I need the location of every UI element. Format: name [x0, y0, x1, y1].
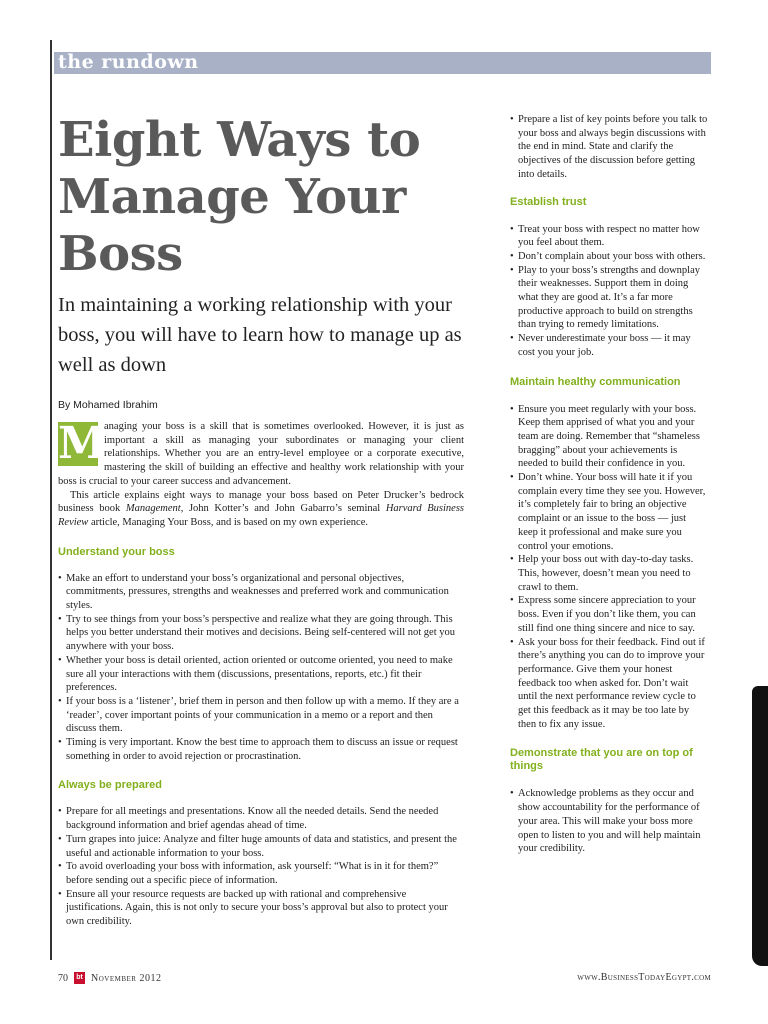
- right-column: [510, 113, 710, 856]
- sources-text: , John Kotter’s and John Gabarro’s seminal: [180, 503, 386, 515]
- page-number: 70: [58, 972, 68, 984]
- bullet-item: • Don’t whine. Your boss will hate it if you complain every time they see you. However, it’s completely fair to bring an objective complaint or an issue to the boss — just keep it professional and make sure you control your emotions.: [510, 471, 710, 553]
- bullet-item: • Whether your boss is detail oriented, action oriented or outcome oriented, you need to make sure all your interactions with them (discussions, presentations, reports, etc.) fit their preferences.: [58, 654, 464, 695]
- bullet-item: • Play to your boss’s strengths and downplay their weaknesses. Support them in doing what they are good at. It’s a far more productive approach to build on strengths than trying to remedy limitations.: [510, 264, 710, 333]
- standfirst: In maintaining a working relationship with your boss, you will have to learn how to manage up as well as down: [58, 294, 462, 376]
- bullet-item: • Make an effort to understand your boss’s organizational and personal objectives, commitments, pressures, strengths and weaknesses and preferred work and communication styles.: [58, 572, 464, 613]
- bullet-item: • Try to see things from your boss’s perspective and realize what they are going through. This helps you better understand their motives and decisions. Being self-centered will not get you anywhere with your boss.: [58, 613, 464, 654]
- bullet-item: • Don’t complain about your boss with others.: [510, 250, 710, 264]
- bullet-item: • Ask your boss for their feedback. Find out if there’s anything you can do to improve your performance. Give them your honest feedback too when asked for. Don’t wait until the next performance review cycle to get this feedback as it may be too late by then to fix any issue.: [510, 636, 710, 732]
- intro-paragraph: [58, 420, 464, 489]
- sources-paragraph: [58, 489, 464, 530]
- bullet-item: • Express some sincere appreciation to your boss. Even if you don’t like them, you can still find one thing sincere and nice to say.: [510, 594, 710, 635]
- section-heading: Demonstrate that you are on top of things: [510, 747, 693, 773]
- bullet-list: [58, 572, 464, 764]
- bullet-list: [510, 113, 710, 182]
- bullet-item: • Acknowledge problems as they occur and show accountability for the performance of your area. This will make your boss more open to listen to you and will help maintain your credibility.: [510, 787, 710, 856]
- section-maintain-healthy-communication: [510, 376, 710, 732]
- bullet-item: • Treat your boss with respect no matter how you feel about them.: [510, 223, 710, 250]
- website-url: www.BusinessTodayEgypt.com: [577, 972, 711, 983]
- section-always-be-prepared: [58, 779, 464, 928]
- bullet-item: • Never underestimate your boss — it may cost you your job.: [510, 332, 710, 359]
- section-demonstrate-on-top-of-things: [510, 747, 710, 856]
- left-margin-rule: [50, 40, 52, 960]
- bullet-item: • Prepare a list of key points before you talk to your boss and always begin discussions with the end in mind. State and clarify the objectives of the discussion before getting into details.: [510, 113, 710, 182]
- page-edge-shadow: [752, 686, 768, 966]
- section-heading: Maintain healthy communication: [510, 375, 681, 388]
- section-label: the rundown: [58, 51, 199, 73]
- sources-text: article, Managing Your Boss, and is based on my own experience.: [88, 516, 368, 528]
- bullet-list: [510, 403, 710, 732]
- drop-cap: M: [58, 418, 107, 469]
- section-banner: [54, 52, 711, 74]
- section-understand-your-boss: [58, 546, 464, 764]
- section-heading: Establish trust: [510, 195, 587, 208]
- bullet-item: • Turn grapes into juice: Analyze and filter huge amounts of data and statistics, and present the useful and actionable information to your boss.: [58, 833, 464, 860]
- bullet-item: • Ensure you meet regularly with your boss. Keep them apprised of what you and your team are doing. Remember that “shameless bragging” about your achievements is needed to build their confidence in you.: [510, 403, 710, 472]
- byline: By Mohamed Ibrahim: [58, 399, 158, 411]
- bullet-item: • Prepare for all meetings and presentations. Know all the needed details. Send the needed background information and brief agendas ahead of time.: [58, 805, 464, 832]
- journal-title: Harvard Business Review: [58, 503, 465, 528]
- section-heading: Understand your boss: [58, 545, 175, 558]
- bullet-item: • To avoid overloading your boss with information, ask yourself: “What is in it for them?” before sending out a specific piece of information.: [58, 860, 464, 887]
- bullet-item: • Ensure all your resource requests are backed up with rational and comprehensive justifications. Again, this is not only to secure your boss’s approval but also to protect your own credibility.: [58, 888, 464, 929]
- bullet-list: [510, 223, 710, 360]
- footer-left: [58, 972, 161, 984]
- bullet-item: • If your boss is a ‘listener’, brief them in person and then follow up with a memo. If they are a ‘reader’, cover important points of your communication in a memo or a report and then discuss them.: [58, 695, 464, 736]
- issue-date: November 2012: [91, 972, 162, 984]
- bullet-list: [510, 787, 710, 856]
- book-title: Management: [125, 503, 181, 515]
- section-heading: Always be prepared: [58, 779, 162, 792]
- bullet-item: • Timing is very important. Know the best time to approach them to discuss an issue or request something in order to avoid rejection or procrastination.: [58, 736, 464, 763]
- left-column: [58, 420, 464, 929]
- intro-text: anaging your boss is a skill that is sometimes overlooked. However, it is just as important a skill as managing your subordinates or managing your client relationships. Whether you are an entry-level employee or a corporate executive, mastering the skill of building an effective and healthy work relationship with your boss is crucial to your career success and advancement.: [58, 421, 464, 487]
- bullet-item: • Help your boss out with day-to-day tasks. This, however, doesn’t mean you need to crawl to them.: [510, 553, 710, 594]
- bullet-list: [58, 805, 464, 928]
- bt-logo-icon: bt: [74, 972, 85, 984]
- sources-text: This article explains eight ways to manage your boss based on Peter Drucker’s bedrock business book: [58, 489, 464, 515]
- section-establish-trust: [510, 196, 710, 360]
- headline: Eight Ways to Manage Your Boss: [58, 112, 421, 282]
